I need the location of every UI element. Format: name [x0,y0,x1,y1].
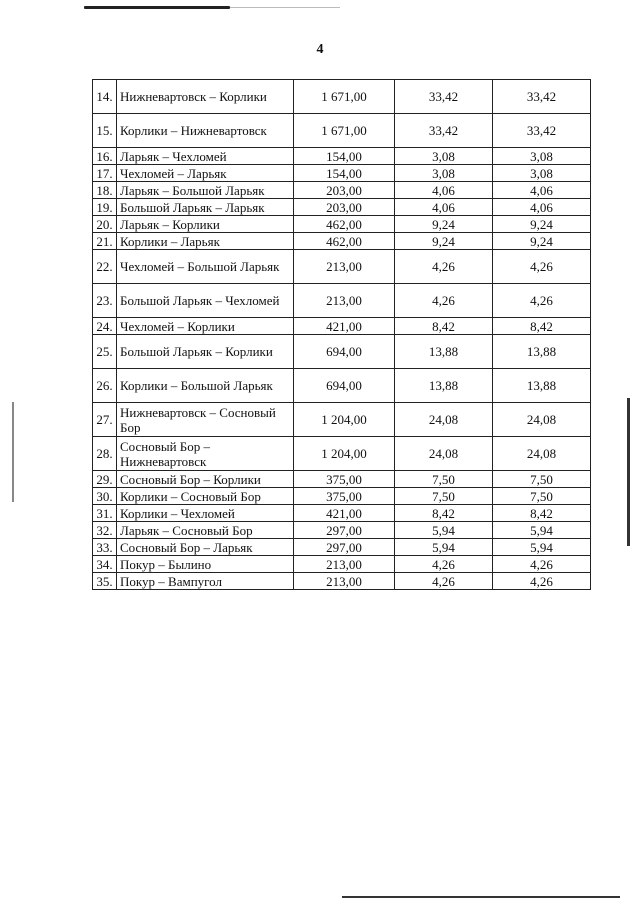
route-cell: Корлики – Ларьяк [117,233,294,250]
value-cell-1: 297,00 [294,539,395,556]
table-row [93,284,591,318]
row-number-cell: 18. [93,182,117,199]
table-row [93,505,591,522]
value-cell-2: 13,88 [395,369,493,403]
table-row [93,539,591,556]
table-row [93,522,591,539]
route-cell: Большой Ларьяк – Корлики [117,335,294,369]
row-number-cell: 24. [93,318,117,335]
fare-table [92,79,591,590]
value-cell-1: 213,00 [294,250,395,284]
value-cell-3: 33,42 [493,80,591,114]
value-cell-2: 8,42 [395,505,493,522]
table-row [93,437,591,471]
table-row [93,199,591,216]
table-row [93,403,591,437]
route-cell: Корлики – Большой Ларьяк [117,369,294,403]
value-cell-3: 24,08 [493,403,591,437]
value-cell-2: 5,94 [395,522,493,539]
route-cell: Покур – Вампугол [117,573,294,590]
table-row [93,556,591,573]
value-cell-2: 4,06 [395,182,493,199]
value-cell-3: 33,42 [493,114,591,148]
value-cell-3: 5,94 [493,539,591,556]
row-number-cell: 26. [93,369,117,403]
value-cell-1: 203,00 [294,199,395,216]
row-number-cell: 30. [93,488,117,505]
fare-table-body [93,80,591,590]
route-cell: Ларьяк – Чехломей [117,148,294,165]
value-cell-3: 3,08 [493,148,591,165]
route-cell: Ларьяк – Большой Ларьяк [117,182,294,199]
value-cell-1: 421,00 [294,505,395,522]
row-number-cell: 21. [93,233,117,250]
table-row [93,250,591,284]
scan-artifact-top-faint [230,7,340,8]
value-cell-1: 1 204,00 [294,437,395,471]
value-cell-1: 213,00 [294,573,395,590]
route-cell: Большой Ларьяк – Чехломей [117,284,294,318]
row-number-cell: 22. [93,250,117,284]
row-number-cell: 15. [93,114,117,148]
value-cell-3: 5,94 [493,522,591,539]
value-cell-3: 4,06 [493,182,591,199]
value-cell-2: 9,24 [395,216,493,233]
value-cell-2: 5,94 [395,539,493,556]
value-cell-3: 7,50 [493,471,591,488]
value-cell-1: 213,00 [294,284,395,318]
value-cell-3: 4,26 [493,250,591,284]
value-cell-1: 203,00 [294,182,395,199]
row-number-cell: 17. [93,165,117,182]
table-row [93,233,591,250]
row-number-cell: 20. [93,216,117,233]
value-cell-3: 8,42 [493,505,591,522]
table-row [93,216,591,233]
route-cell: Ларьяк – Сосновый Бор [117,522,294,539]
scan-artifact-top [84,6,230,9]
value-cell-3: 13,88 [493,335,591,369]
value-cell-2: 3,08 [395,165,493,182]
value-cell-1: 421,00 [294,318,395,335]
row-number-cell: 32. [93,522,117,539]
row-number-cell: 28. [93,437,117,471]
row-number-cell: 23. [93,284,117,318]
route-cell: Сосновый Бор – Корлики [117,471,294,488]
value-cell-1: 1 671,00 [294,114,395,148]
route-cell: Корлики – Чехломей [117,505,294,522]
value-cell-3: 24,08 [493,437,591,471]
value-cell-2: 24,08 [395,437,493,471]
value-cell-1: 154,00 [294,165,395,182]
value-cell-1: 154,00 [294,148,395,165]
route-cell: Нижневартовск – Сосновый Бор [117,403,294,437]
table-row [93,148,591,165]
value-cell-1: 1 671,00 [294,80,395,114]
row-number-cell: 25. [93,335,117,369]
table-row [93,573,591,590]
row-number-cell: 31. [93,505,117,522]
value-cell-2: 4,26 [395,284,493,318]
scan-artifact-bottom [342,896,620,898]
table-row [93,80,591,114]
row-number-cell: 33. [93,539,117,556]
row-number-cell: 27. [93,403,117,437]
row-number-cell: 14. [93,80,117,114]
value-cell-1: 375,00 [294,488,395,505]
table-row [93,488,591,505]
scan-artifact-right [627,398,630,546]
value-cell-2: 8,42 [395,318,493,335]
value-cell-2: 33,42 [395,114,493,148]
table-row [93,318,591,335]
value-cell-3: 7,50 [493,488,591,505]
route-cell: Корлики – Сосновый Бор [117,488,294,505]
value-cell-2: 3,08 [395,148,493,165]
route-cell: Корлики – Нижневартовск [117,114,294,148]
value-cell-3: 8,42 [493,318,591,335]
value-cell-3: 4,26 [493,284,591,318]
value-cell-1: 462,00 [294,233,395,250]
value-cell-3: 13,88 [493,369,591,403]
route-cell: Большой Ларьяк – Ларьяк [117,199,294,216]
table-row [93,182,591,199]
row-number-cell: 16. [93,148,117,165]
value-cell-1: 694,00 [294,369,395,403]
value-cell-2: 4,26 [395,250,493,284]
value-cell-3: 4,26 [493,556,591,573]
scan-artifact-left [12,402,14,502]
table-row [93,335,591,369]
row-number-cell: 34. [93,556,117,573]
value-cell-2: 33,42 [395,80,493,114]
route-cell: Покур – Былино [117,556,294,573]
route-cell: Чехломей – Ларьяк [117,165,294,182]
value-cell-3: 4,06 [493,199,591,216]
value-cell-3: 4,26 [493,573,591,590]
value-cell-2: 7,50 [395,471,493,488]
value-cell-2: 9,24 [395,233,493,250]
value-cell-1: 375,00 [294,471,395,488]
value-cell-3: 9,24 [493,233,591,250]
table-row [93,165,591,182]
table-row [93,114,591,148]
route-cell: Сосновый Бор – Нижневартовск [117,437,294,471]
value-cell-2: 13,88 [395,335,493,369]
route-cell: Чехломей – Большой Ларьяк [117,250,294,284]
value-cell-2: 24,08 [395,403,493,437]
value-cell-3: 9,24 [493,216,591,233]
value-cell-1: 694,00 [294,335,395,369]
value-cell-2: 4,26 [395,573,493,590]
row-number-cell: 29. [93,471,117,488]
value-cell-1: 213,00 [294,556,395,573]
route-cell: Нижневартовск – Корлики [117,80,294,114]
value-cell-3: 3,08 [493,165,591,182]
route-cell: Чехломей – Корлики [117,318,294,335]
value-cell-1: 297,00 [294,522,395,539]
row-number-cell: 35. [93,573,117,590]
value-cell-1: 462,00 [294,216,395,233]
route-cell: Ларьяк – Корлики [117,216,294,233]
page-number: 4 [316,42,324,57]
table-row [93,471,591,488]
value-cell-2: 7,50 [395,488,493,505]
route-cell: Сосновый Бор – Ларьяк [117,539,294,556]
value-cell-2: 4,26 [395,556,493,573]
value-cell-2: 4,06 [395,199,493,216]
row-number-cell: 19. [93,199,117,216]
table-row [93,369,591,403]
value-cell-1: 1 204,00 [294,403,395,437]
